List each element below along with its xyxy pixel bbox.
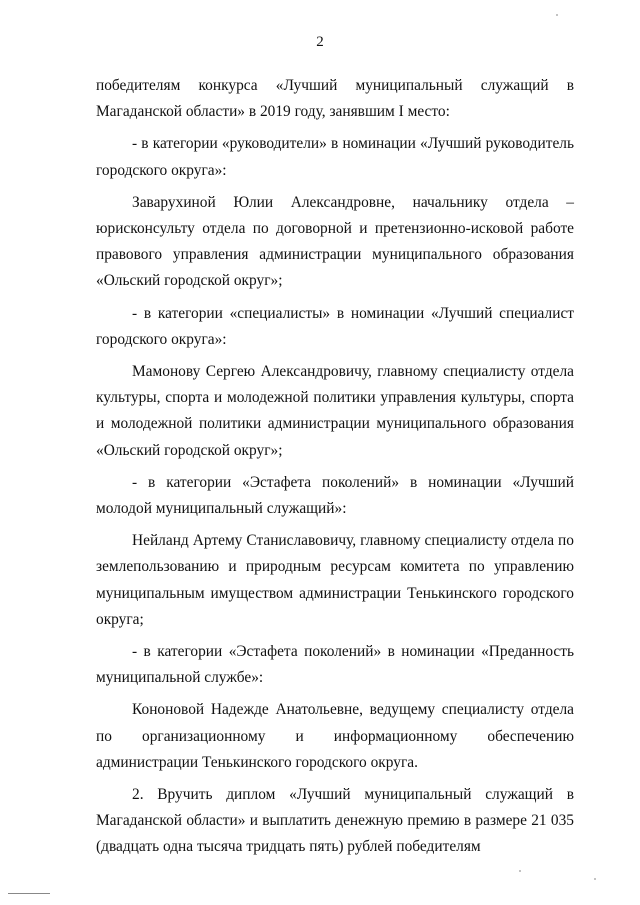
paragraph-category-devotion: - в категории «Эстафета поколений» в номинации «Преданность муниципальной службе»:	[96, 643, 574, 687]
paragraph-winner-zavarukhina: Заварухиной Юлии Александровне, начальнику отдела – юрисконсульту отдела по договорной и претензионно-исковой работе правового управления администрации муниципального образования «Ольский городской округ»;	[96, 193, 574, 290]
paragraph-winner-mamonov: Мамонову Сергею Александровичу, главному специалисту отдела культуры, спорта и молодежной политики управления культуры, спорта и молодежной политики администрации муниципального образования «Ольский городской округ»;	[96, 363, 574, 459]
paragraph-category-young: - в категории «Эстафета поколений» в номинации «Лучший молодой муниципальный служащий»:	[96, 473, 574, 518]
paragraph-category-specialists: - в категории «специалисты» в номинации «Лучший специалист городского округа»:	[96, 304, 574, 348]
page-number: 2	[316, 34, 324, 50]
paragraph-item-2: 2. Вручить диплом «Лучший муниципальный служащий в Магаданской области» и выплатить денежную премию в размере 21 035 (двадцать одна тысяча тридцать пять) рублей победителям	[96, 786, 574, 856]
paragraph-intro: победителям конкурса «Лучший муниципальный служащий в Магаданской области» в 2019 году, занявшим I место:	[96, 77, 574, 121]
paragraph-winner-kononova: Кононовой Надежде Анатольевне, ведущему специалисту отдела по организационному и информационному обеспечению администрации Тенькинского городского округа.	[96, 701, 574, 771]
document-body	[96, 73, 574, 867]
paragraph-winner-neyland: Нейланд Артему Станиславовичу, главному специалисту отдела по землепользованию и природным ресурсам комитета по управлению муниципальным имуществом администрации Тенькинского городского округа;	[96, 532, 574, 628]
paragraph-category-leaders: - в категории «руководители» в номинации «Лучший руководитель городского округа»:	[96, 135, 574, 179]
scan-speck	[519, 870, 521, 872]
footer-rule	[8, 893, 50, 894]
scan-speck	[556, 14, 558, 16]
scan-speck	[594, 878, 596, 880]
